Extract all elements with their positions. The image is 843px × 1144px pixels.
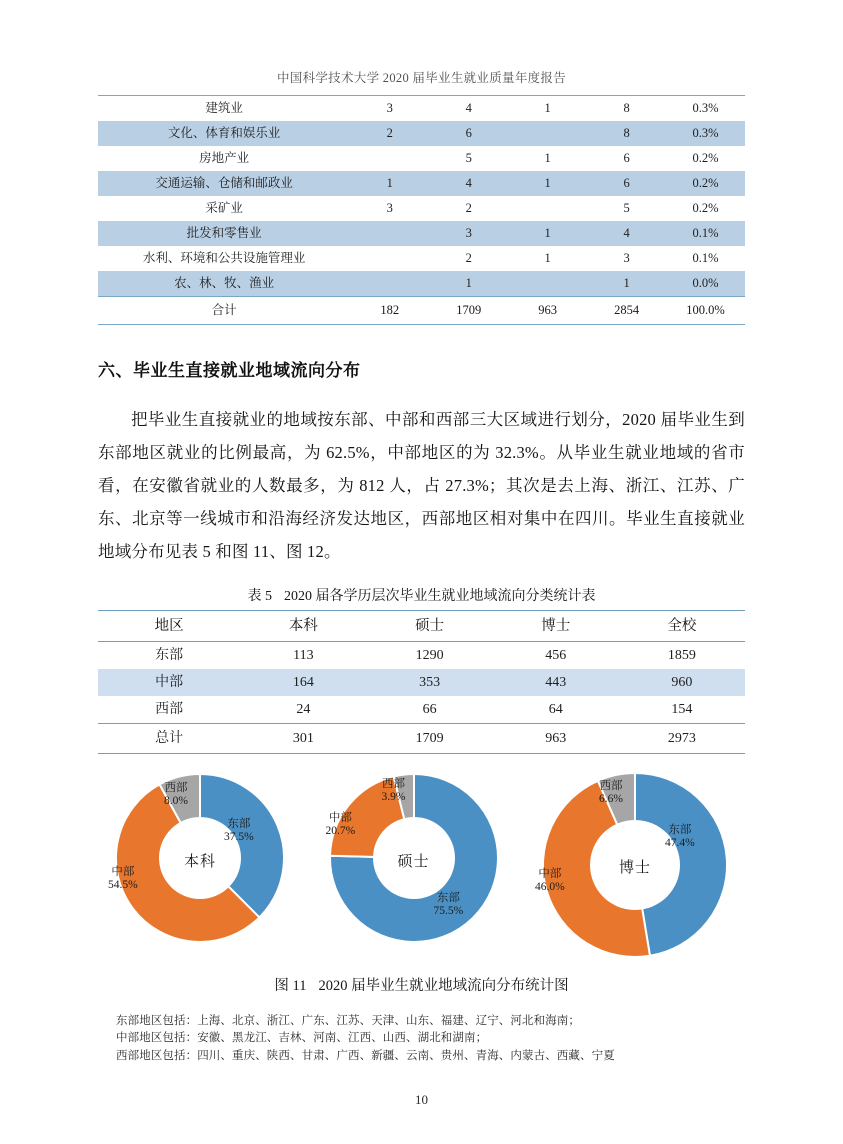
footnote-west: 西部地区包括：四川、重庆、陕西、甘肃、广西、新疆、云南、贵州、青海、内蒙古、西藏、宁夏 [116, 1049, 615, 1062]
donut-center-label: 本科 [183, 853, 216, 870]
region-table [98, 610, 745, 754]
industry-total: 8 [623, 101, 630, 115]
slice-label-central-name: 中部 [538, 867, 562, 880]
region-bachelor: 164 [240, 669, 366, 696]
industry-doctor: 1 [508, 221, 587, 246]
industry-doctor: 1 [544, 151, 551, 165]
region-bachelor: 113 [293, 647, 314, 663]
industry-total: 1 [587, 271, 666, 297]
industry-total: 8 [587, 121, 666, 146]
industry-total: 6 [587, 171, 666, 196]
industry-bachelor [350, 221, 429, 246]
industry-table [98, 95, 745, 325]
slice-label-west-name: 西部 [164, 781, 188, 794]
donut-center-label: 博士 [618, 859, 651, 876]
industry-total-bachelor: 182 [350, 297, 429, 325]
industry-pct: 0.1% [666, 221, 745, 246]
industry-master: 5 [465, 151, 472, 165]
industry-name: 文化、体育和娱乐业 [98, 121, 350, 146]
region-total-master: 1709 [366, 723, 492, 753]
industry-master: 1 [429, 271, 508, 297]
slice-label-west-value: 6.6% [599, 793, 623, 805]
region-total-doctor: 963 [493, 723, 619, 753]
slice-label-west-value: 3.9% [381, 791, 406, 803]
table-row [98, 96, 745, 121]
industry-pct: 0.2% [692, 151, 719, 165]
region-name: 西部 [155, 701, 184, 717]
industry-bachelor: 1 [350, 171, 429, 196]
footnote-central: 中部地区包括：安徽、黑龙江、吉林、河南、江西、山西、湖北和湖南； [116, 1032, 488, 1044]
slice-label-central-value: 54.5% [108, 879, 138, 891]
figure-caption [98, 974, 745, 995]
region-table-body [98, 641, 745, 753]
industry-total: 6 [623, 151, 630, 165]
table-row [98, 196, 745, 221]
industry-table-body [98, 96, 745, 325]
region-master: 1290 [415, 647, 444, 663]
industry-name: 水利、环境和公共设施管理业 [142, 251, 306, 265]
industry-name: 批发和零售业 [98, 221, 350, 246]
footnote-east: 东部地区包括：上海、北京、浙江、广东、江苏、天津、山东、福建、辽宁、河北和海南； [116, 1014, 580, 1027]
region-school: 960 [619, 669, 745, 696]
donut-chart-bachelor [102, 770, 298, 946]
figure-caption-number: 图 11 [274, 977, 307, 994]
industry-master: 6 [429, 121, 508, 146]
table-row [98, 271, 745, 297]
donut-charts-row [98, 770, 745, 960]
industry-master: 3 [429, 221, 508, 246]
industry-doctor: 1 [508, 171, 587, 196]
slice-label-central-name: 中部 [111, 865, 135, 878]
donut-chart-master [316, 770, 512, 946]
slice-label-east-name: 东部 [227, 817, 251, 830]
slice-label-west-name: 西部 [599, 779, 623, 792]
industry-pct: 0.3% [692, 101, 719, 115]
region-total-school: 2973 [619, 723, 745, 753]
slice-label-east [665, 824, 695, 851]
slice-label-east-name: 东部 [668, 823, 692, 836]
slice-label-east-value: 47.4% [665, 837, 695, 849]
industry-total: 4 [587, 221, 666, 246]
region-name: 中部 [98, 669, 240, 696]
region-header-region: 地区 [98, 610, 240, 641]
industry-pct: 0.1% [692, 251, 719, 265]
industry-master: 4 [465, 101, 472, 115]
industry-total-label: 合计 [98, 297, 350, 325]
slice-label-east-value: 75.5% [433, 905, 464, 917]
industry-doctor [508, 121, 587, 146]
industry-name: 农、林、牧、渔业 [98, 271, 350, 297]
industry-pct: 0.2% [666, 171, 745, 196]
slice-label-central [108, 866, 138, 893]
industry-pct: 0.0% [666, 271, 745, 297]
industry-master: 2 [465, 251, 472, 265]
region-table-header-row [98, 610, 745, 641]
region-header-master: 硕士 [366, 610, 492, 641]
region-school: 154 [671, 701, 693, 717]
region-school: 1859 [667, 647, 696, 663]
industry-bachelor [350, 246, 429, 271]
slice-label-west [164, 782, 188, 809]
table-row [98, 171, 745, 196]
industry-doctor [508, 196, 587, 221]
slice-label-west-name: 西部 [381, 777, 405, 790]
donut-chart-doctor [529, 770, 741, 960]
table-row [98, 696, 745, 724]
table-caption [98, 585, 745, 605]
table-row [98, 641, 745, 669]
region-total-row [98, 723, 745, 753]
industry-bachelor: 2 [350, 121, 429, 146]
industry-name: 采矿业 [205, 201, 243, 215]
slice-label-central-value: 20.7% [325, 825, 356, 837]
section-paragraph: 把毕业生直接就业的地域按东部、中部和西部三大区域进行划分，2020 届毕业生到东部地区就业的比例最高，为 62.5%，中部地区的为 32.3%。从毕业生就业地域的省市看，在安徽省就业的人数最多，为 812 人，占 27.3%；其次是去上海、浙江、江苏、广东、北京等一线城市和沿海经济发达地区，西部地区相对集中在四川。毕业生直接就业地域分布见表 5 和图 11、图 12。 [98, 410, 745, 561]
slice-label-central [535, 868, 565, 895]
table-row [98, 146, 745, 171]
table-caption-text: 2020 届各学历层次毕业生就业地域流向分类统计表 [284, 588, 596, 604]
industry-master: 2 [465, 201, 472, 215]
region-total-bachelor: 301 [240, 723, 366, 753]
slice-label-east [434, 892, 464, 919]
industry-doctor: 1 [544, 251, 551, 265]
page-number: 10 [415, 1092, 428, 1107]
industry-total: 3 [623, 251, 630, 265]
slice-label-central [326, 812, 356, 839]
industry-total-all: 2854 [587, 297, 666, 325]
industry-name: 建筑业 [205, 101, 243, 115]
slice-label-central-value: 46.0% [535, 881, 565, 893]
industry-bachelor [350, 271, 429, 297]
region-header-doctor: 博士 [493, 610, 619, 641]
table-row [98, 221, 745, 246]
industry-bachelor [350, 146, 429, 171]
industry-pct: 0.2% [692, 201, 719, 215]
figure-caption-text: 2020 届毕业生就业地域流向分布统计图 [318, 977, 569, 994]
industry-pct: 0.3% [666, 121, 745, 146]
industry-name: 房地产业 [199, 151, 250, 165]
table-row [98, 669, 745, 696]
industry-name: 交通运输、仓储和邮政业 [98, 171, 350, 196]
region-doctor: 456 [545, 647, 567, 663]
slice-label-east [224, 818, 254, 845]
industry-total-pct: 100.0% [666, 297, 745, 325]
region-bachelor: 24 [296, 701, 311, 717]
donut-center-label: 硕士 [397, 853, 430, 870]
region-doctor: 64 [548, 701, 563, 717]
slice-label-west-value: 8.0% [164, 795, 188, 807]
industry-bachelor: 3 [386, 201, 393, 215]
industry-bachelor: 3 [386, 101, 393, 115]
region-master: 66 [422, 701, 437, 717]
table-caption-number: 表 5 [247, 588, 272, 604]
slice-label-central-name: 中部 [328, 811, 352, 824]
slice-label-east-name: 东部 [436, 891, 460, 904]
running-header: 中国科学技术大学 2020 届毕业生就业质量年度报告 [276, 71, 567, 85]
industry-total-row [98, 297, 745, 325]
region-master: 353 [366, 669, 492, 696]
slice-label-east-value: 37.5% [224, 831, 254, 843]
slice-label-west [382, 778, 406, 805]
region-total-label: 总计 [98, 723, 240, 753]
industry-doctor: 1 [544, 101, 551, 115]
industry-total-doctor: 963 [508, 297, 587, 325]
region-header-bachelor: 本科 [240, 610, 366, 641]
section-heading: 六、毕业生直接就业地域流向分布 [98, 361, 361, 380]
table-row [98, 121, 745, 146]
industry-total-master: 1709 [429, 297, 508, 325]
slice-label-west [599, 780, 623, 807]
industry-master: 4 [429, 171, 508, 196]
region-name: 东部 [155, 647, 184, 663]
region-doctor: 443 [493, 669, 619, 696]
footnotes [98, 1013, 745, 1066]
industry-doctor [508, 271, 587, 297]
industry-total: 5 [623, 201, 630, 215]
table-row [98, 246, 745, 271]
region-header-school: 全校 [619, 610, 745, 641]
region-table-head [98, 610, 745, 641]
